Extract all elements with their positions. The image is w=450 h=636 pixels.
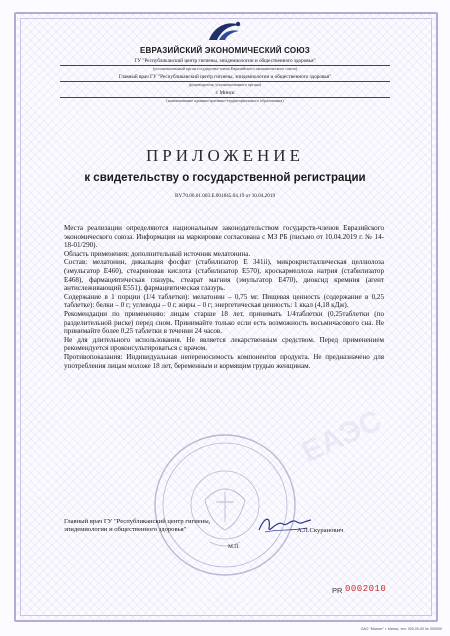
city-caption: (наименование административно-территориального образования) <box>166 98 284 103</box>
certificate-body <box>64 224 384 370</box>
body-paragraph-contraindications: Противопоказания: Индивидуальная непереносимость компонентов продукта. Не предназначено для употребления лицам моложе 18 лет, беременным и кормящим грудью женщинам. <box>64 352 384 370</box>
city-line: г. Минск <box>60 90 390 98</box>
body-paragraph-content: Содержание в 1 порции (1/4 таблетки): мелатонин – 0,75 мг. Пищевая ценность (содержание в 0,25 таблетке): белки – 0 г; углеводы – 0 г, жиры – 0 г; энергетическая ценность: 1 ккал (4,18 кДж). <box>64 292 384 310</box>
body-paragraph-composition: Состав: мелатонин, дикальция фосфат (стабилизатор Е 341ii), микрокристаллическая целлюлоза (эмульгатор Е460), стеариновая кислота (стабилизатор Е570), кроскармеллоза натрия (стабилизатор Е468), фармацевтическая глазурь, стеарат магния (эмульгатор Е470), диоксид кремния (агент антислеживающий Е551), фармацевтическая глазурь. <box>64 258 384 293</box>
serial-prefix: PR <box>332 586 343 595</box>
head-caption: (руководитель уполномоченного органа) <box>188 82 262 87</box>
union-name: ЕВРАЗИЙСКИЙ ЭКОНОМИЧЕСКИЙ СОЮЗ <box>139 46 311 55</box>
background-watermark: ЕАЭС <box>296 403 387 470</box>
authority-line: ГУ "Республиканский центр гигиены, эпидемиологии и общественного здоровья" <box>60 58 390 66</box>
body-paragraph-usage-area: Область применения: дополнительный источник мелатонина. <box>64 249 251 258</box>
document-subtitle: к свидетельству о государственной регистрации <box>84 172 366 184</box>
eaeu-logo-icon <box>205 18 245 44</box>
body-paragraph-warning: Не для длительного использования. Не является лекарственным средством. Перед применением рекомендуется проконсультироваться с врачом. <box>64 335 384 353</box>
head-line: Главный врач ГУ "Республиканский центр гигиены, эпидемиологии и общественного здоровья" <box>60 74 390 82</box>
signatory-name: А.Л.Скуранович <box>297 527 344 534</box>
document-title: ПРИЛОЖЕНИЕ <box>146 146 304 165</box>
registration-number: BY.70.06.01.003.E.001845.04.19 от 10.04.2019 <box>174 193 276 199</box>
stamp-place-mark: М.П. <box>228 544 240 550</box>
body-paragraph-recommendations: Рекомендации по применению: лицам старше 18 лет, принимать 1/4таблетки (0,25таблетки (по разделительной риске) перед сном. Принимайте только если есть возможность восьмичасового сна. Не принимайте более 0,25 таблетки в течении 24 часов. <box>64 309 384 336</box>
printer-footer: ОАО "Магнит" г. Минск, тел. 000-00-00 № 000000 <box>360 627 442 631</box>
signatory-position: Главный врач ГУ "Республиканский центр гигиены, эпидемиологии и общественного здоровья" <box>64 518 211 534</box>
body-paragraph-sales: Места реализации определяются национальным законодательством государств-членов Евразийского экономического союза. Информация на маркировке согласована с МЗ РБ (письмо от 10.04.2019 г. № 14-18-01/290). <box>64 224 384 250</box>
round-seal-stamp <box>150 430 300 580</box>
authority-caption: (уполномоченный орган государства-члена Евразийского экономического союза) <box>152 66 298 71</box>
handwritten-signature <box>255 512 315 538</box>
serial-number: 0002010 <box>345 584 387 594</box>
